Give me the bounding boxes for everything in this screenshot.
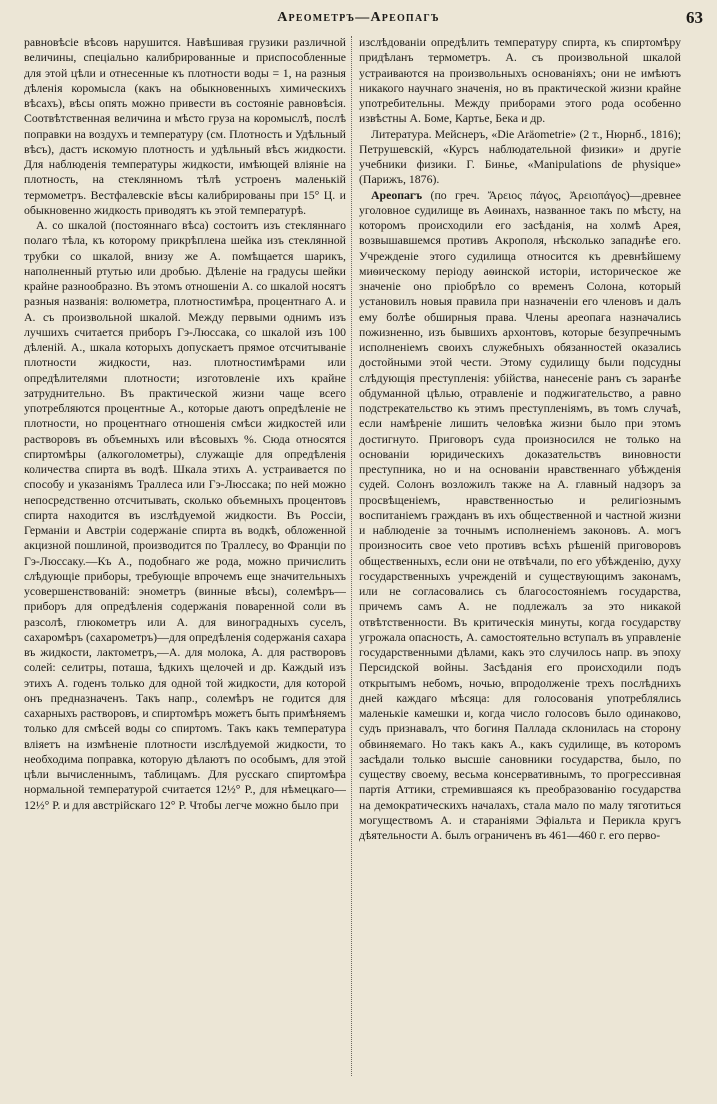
entry-headword: Ареопагъ	[371, 187, 423, 202]
running-head-title: Ареометръ—Ареопагъ	[277, 10, 440, 25]
page-number: 63	[686, 8, 703, 27]
right-column	[359, 35, 681, 1075]
paragraph: равновѣсіе вѣсовъ нарушится. Навѣшивая грузики различной величины, спеціально калибрированные и приспособленные для этой цѣли и отнесенные къ плотности воды = 1, на разныя дѣленія коромысла (какъ на обыкновенныхъ химическихъ вѣсахъ), вѣсы опять можно привести въ состояніе равновѣсія. Соотвѣтственная величина и мѣсто груза на коромыслѣ, послѣ поправки на воздухъ и температуру (см. Плотность и Удѣльный вѣсъ), дастъ искомую плотность и удѣльный вѣсъ жидкости. Для наблюденія температуры жидкости, имѣющей вліяніе на плотность, на стеклянномъ тѣлѣ устроенъ маленькій термометръ. Вестфалевскіе вѣсы калибрированы при 15° Ц. и обыкновенно жидкость приводятъ къ этой температурѣ.	[24, 35, 346, 217]
paragraph: А. со шкалой (постояннаго вѣса) состоитъ изъ стекляннаго полаго тѣла, къ которому прикрѣплена шейка изъ стеклянной трубки со шкалой, внизу же А. помѣщается шарикъ, наполненный ртутью или дробью. Дѣленіе на градусы шейки крайне разнообразно. Въ этомъ отношеніи А. со шкалой носятъ разныя названія: волюметра, плотностимѣра, процентнаго А. и А. съ произвольной шкалой. Между первыми однимъ изъ лучшихъ считается приборъ Гэ-Люссака, со шкалой изъ 100 дѣленій. А., шкала которыхъ допускаетъ прямое отсчитываніе плотности жидкости, наз. плотностимѣрами или опредѣлителями плотности; изготовленіе ихъ крайне затруднительно. Въ практической жизни чаще всего употребляются процентные А., которые даютъ опредѣленіе не плотности, но процентнаго отношенія смѣси жидкостей или растворовъ въ объемныхъ или вѣсовыхъ %. Сюда относятся спиртомѣры (алкоголометры), служащіе для опредѣленія количества спирта въ водѣ. Шкала этихъ А. устраивается по способу и указаніямъ Траллеса или Гэ-Люссака; по ней можно непосредственно отсчитывать, сколько объемныхъ процентовъ спирта находится въ изслѣдуемой жидкости. Въ Россіи, Германіи и Австріи содержаніе спирта въ водкѣ, обложенной акцизной пошлиной, производится по Траллесу, во Франціи по Гэ-Люссаку.—Къ А., подобнаго же рода, можно причислить слѣдующіе приборы, требующіе впрочемъ еще значительныхъ усовершенствованій: энометръ (винные вѣсы), солемѣръ—приборъ для опредѣленія содержанія поваренной соли въ разсолѣ, глюкометръ или А. для виноградныхъ суселъ, сахаромѣръ (сахарометръ)—для опредѣленія содержанія сахара въ жидкости, лактометръ,—А. для молока, А. для растворовъ солей: селитры, поташа, ѣдкихъ щелочей и др. Каждый изъ этихъ А. годенъ только для одной той жидкости, для которой онъ предназначенъ. Такъ напр., солемѣръ не годится для сахарныхъ растворовъ, и спиртомѣръ можетъ быть примѣняемъ только для смѣсей воды со спиртомъ. Такъ какъ температура вліяетъ на измѣненіе плотности изслѣдуемой жидкости, то необходима поправка, которую дѣлаютъ по особымъ, для этой цѣли вычисленнымъ, таблицамъ. Для русскаго спиртомѣра нормальной температурой считается 12½° Р., для нѣмецкаго—12½° Р. и для австрійскаго 12° Р. Чтобы легче можно было при	[24, 218, 346, 812]
paragraph: Литература. Мейснеръ, «Die Aräometrie» (2 т., Нюрнб., 1816); Петрушевскій, «Курсъ наблюдательной физики» и другіе учебники физики. Г. Бинье, «Manipulations de physique» (Парижъ, 1876).	[359, 126, 681, 187]
paragraph-areopagus	[359, 188, 681, 844]
column-divider	[351, 36, 352, 1076]
running-head	[0, 10, 717, 30]
entry-text: (по греч. Ἄρειος πάγος, Ἀρειοπάγος)—древнее уголовное судилище въ Аѳинахъ, названное такъ по мѣсту, на которомъ происходили его засѣданія, на холмѣ Арея, возвышавшемся противъ Акрополя, нѣсколько западнѣе его. Учрежденіе этого судилища относится къ древнѣйшему миѳическому періоду аѳинской исторіи, историческое же значеніе оно пріобрѣло со временъ Солона, который установилъ новыя правила при назначеніи его членовъ и далъ ему болѣе обширныя права. Члены ареопага назначались пожизненно, изъ бывшихъ архонтовъ, которые безупречнымъ исполненіемъ своихъ служебныхъ обязанностей оказались достойными этой чести. Этому судилищу были подсудны слѣдующія преступленія: убійства, нанесеніе ранъ съ заранѣе обдуманной цѣлью, отравленіе и поджигательство, а равно подстрекательство къ этимъ преступленіямъ, въ томъ случаѣ, если намѣреніе лишить человѣка жизни было при этомъ достигнуто. Приговоръ суда произносился не только на основаніи юридическихъ доказательствъ виновности преступника, но и на основаніи нравственнаго убѣжденія судей. Солонъ возложилъ также на А. главный надзоръ за просвѣщеніемъ, нравственностью и религіознымъ воспитаніемъ гражданъ въ ихъ общественной и частной жизни и наблюденіе за точнымъ исполненіемъ законовъ. А. могъ произносить свое veto противъ всѣхъ рѣшеній приговоровъ общественныхъ, если они не отвѣчали, по его убѣжденію, духу государственныхъ учрежденій и существующимъ законамъ, или не согласовались съ благосостояніемъ государства, причемъ самъ А. не подлежалъ за это никакой отвѣтственности. Въ критическія минуты, когда государству угрожала опасность, А. самостоятельно вступалъ въ управленіе государственными дѣлами, какъ это случилось напр. въ эпоху Персидской войны. Засѣданія его происходили подъ открытымъ небомъ, ночью, впродолженіе трехъ послѣднихъ дней каждаго мѣсяца: для голосованія употреблялись маленькіе камешки и, когда число голосовъ было одинаково, судъ признавалъ, что богиня Паллада склонилась на сторону обвиняемаго. Но такъ какъ А., какъ судилище, въ которомъ засѣдали только высшіе сановники государства, было, по существу своему, весьма консервативнымъ, то прогрессивная партія Аттики, стремившаяся къ преобразованію государства на демократическихъ началахъ, стала мало по малу тяготиться могуществомъ А. и стараніями Эфіальта и Перикла кругъ дѣятельности А. былъ ограниченъ въ 461—460 г. его перво-	[359, 187, 681, 842]
left-column	[24, 35, 346, 1075]
paragraph: изслѣдованіи опредѣлить температуру спирта, къ спиртомѣру придѣланъ термометръ. А. съ произвольной шкалой устраиваются на произвольныхъ основаніяхъ; они не имѣютъ никакого научнаго значенія, но въ практической жизни крайне употребительны. Между приборами этого рода особенно извѣстны А. Боме, Картье, Бека и др.	[359, 35, 681, 126]
